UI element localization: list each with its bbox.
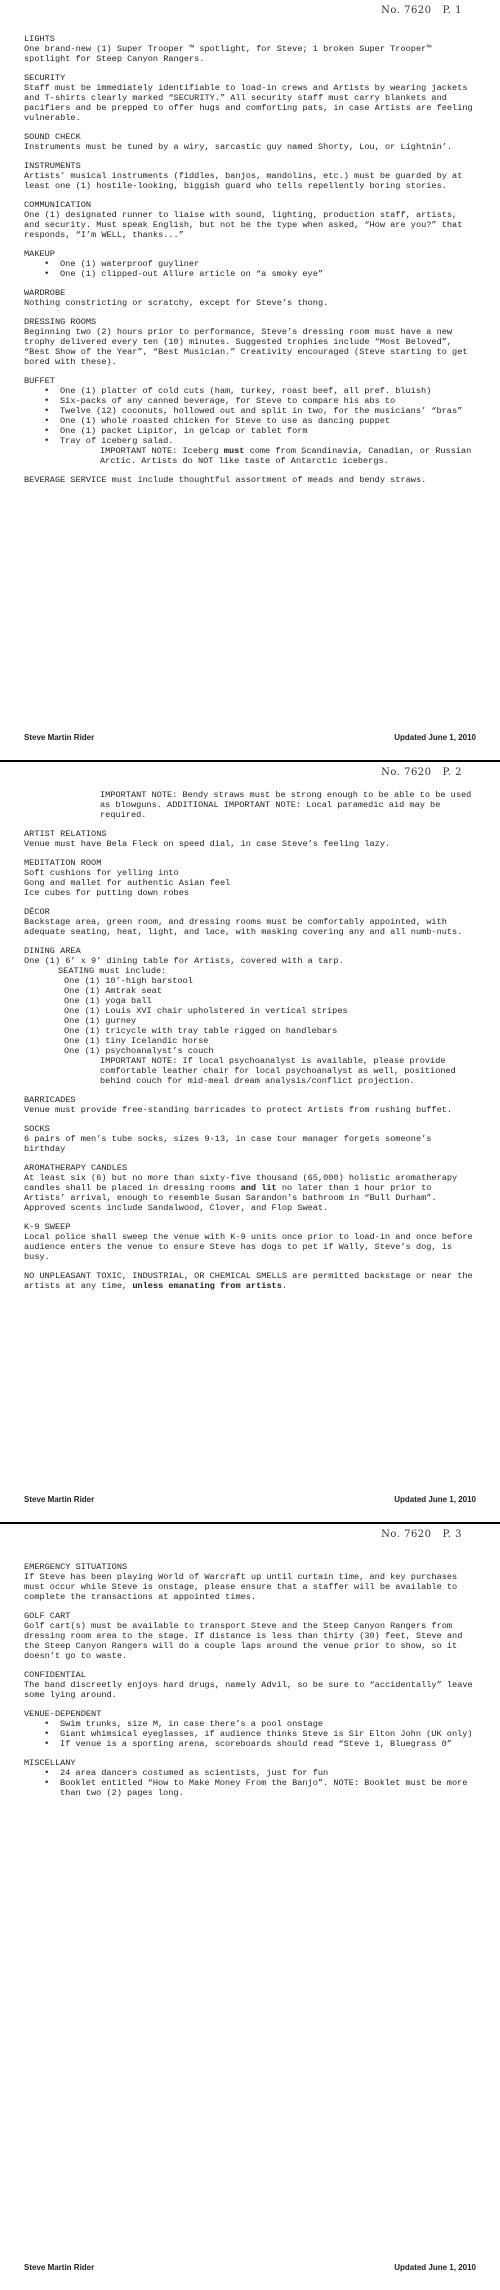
section-heading: BUFFET [24,376,55,386]
page-content [24,790,476,1300]
footer-title: Steve Martin Rider [24,1495,95,1504]
section-artist-relations [24,829,476,849]
section-text: Backstage area, green room, and dressing rooms must be comfortably appointed, with adequate seating, heat, light, and lace, with masking covering any and all numb-nuts. [24,917,463,937]
page-stamp: No. 7620 P. 1 [381,5,462,16]
section-barricades [24,1095,476,1115]
footer-title: Steve Martin Rider [24,733,95,742]
footer-title: Steve Martin Rider [24,2263,95,2272]
section-venue-dependent [24,1709,476,1749]
list-item: One (1) Amtrak seat [64,986,162,996]
section-text: One brand-new (1) Super Trooper ™ spotlight, for Steve; 1 broken Super Trooper™ spotlight for Steep Canyon Rangers. [24,44,432,64]
section-heading: K-9 SWEEP [24,1222,71,1232]
list-item: • One (1) waterproof guyliner [44,259,476,269]
list-item: One (1) tiny Icelandic horse [64,1036,209,1046]
page-stamp: No. 7620 P. 2 [381,767,462,778]
section-instruments [24,161,476,191]
important-note: IMPORTANT NOTE: Bendy straws must be strong enough to be able to be used as blowguns. ADDITIONAL IMPORTANT NOTE: Local paramedic aid may be required. [100,790,472,820]
important-note: IMPORTANT NOTE: If local psychoanalyst is available, please provide comfortable leather chair for local psychoanalyst as well, positioned behind couch for mid-meal dream analysis/conflict projection. [100,1056,456,1086]
section-text: Beginning two (2) hours prior to performance, Steve’s dressing room must have a new trophy delivered every ten (10) minutes. Suggested trophies include “Most Beloved”, “Best Show of the Year”, “Best Musician.” Creativity encouraged (Steve starting to get bored with these). [24,327,468,367]
section-heading: DÉCOR [24,907,50,917]
section-confidential [24,1670,476,1700]
list-item: • Tray of iceberg salad. [44,436,476,446]
list-item: • Twelve (12) coconuts, hollowed out and split in two, for the musicians’ “bras” [44,406,476,416]
list-item: • 24 area dancers costumed as scientists, just for fun [44,1768,476,1778]
section-aromatherapy-candles [24,1163,476,1213]
list-item: • One (1) platter of cold cuts (ham, turkey, roast beef, all pref. bluish) [44,386,476,396]
section-text: Venue must have Bela Fleck on speed dial, in case Steve’s feeling lazy. [24,839,391,849]
important-note: IMPORTANT NOTE: Iceberg must come from Scandinavia, Canadian, or Russian Arctic. Artists do NOT like taste of Antarctic icebergs. [100,446,472,466]
bullet-list [24,259,476,279]
list-item: One (1) Louis XVI chair upholstered in vertical stripes [64,1006,348,1016]
section-text: Local police shall sweep the venue with K-9 units once prior to load-in and once before audience enters the venue to ensure Steve has dogs to pet if Wally, Steve’s dog, is busy. [24,1232,473,1262]
section-security [24,73,476,123]
section-text: If Steve has been playing World of Warcraft up until curtain time, and key purchases must occur while Steve is onstage, please ensure that a staffer will be available to complete the transactions at appointed times. [24,1572,458,1602]
list-item: One (1) tricycle with tray table rigged on handlebars [64,1026,338,1036]
list-item: • One (1) packet Lipitor, in gelcap or tablet form [44,426,476,436]
page-footer [24,1495,476,1504]
section-line: Soft cushions for yelling into [24,868,179,878]
section-heading: WARDROBE [24,288,66,298]
section-heading: MAKEUP [24,249,55,259]
section-dressing-rooms [24,317,476,367]
section-decor [24,907,476,937]
list-item: One (1) 10’-high barstool [64,976,193,986]
section-meditation-room [24,858,476,898]
section-heading: VENUE-DEPENDENT [24,1709,102,1719]
section-dining-area [24,946,476,1086]
section-text: BEVERAGE SERVICE must include thoughtful assortment of meads and bendy straws. [24,475,427,485]
section-text: Venue must provide free-standing barricades to protect Artists from rushing buffet. [24,1105,453,1115]
section-heading: SOCKS [24,1124,50,1134]
section-text: At least six (6) but no more than sixty-five thousand (65,000) holistic aromatherapy candles shall be placed in dressing rooms and lit no later than 1 hour prior to Artists’ arrival, enough to resemble Susan Sarandon’s bathroom in “Bull Durham”. Approved scents include Sandalwood, Clover, and Flop Sweat. [24,1173,458,1213]
list-item: One (1) psychoanalyst’s couch [64,1046,214,1056]
list-item: One (1) yoga ball [64,996,152,1006]
footer-date: Updated June 1, 2010 [394,1495,476,1504]
section-text: One (1) 6’ x 9’ dining table for Artists, covered with a tarp. [24,956,344,966]
section-text: 6 pairs of men’s tube socks, sizes 9-13, in case tour manager forgets someone’s birthday [24,1134,432,1154]
section-heading: SOUND CHECK [24,132,81,142]
section-heading: MISCELLANY [24,1758,76,1768]
page-content [24,34,476,494]
page-footer [24,733,476,742]
list-item: • Six-packs of any canned beverage, for Steve to compare his abs to [44,396,476,406]
section-text: Instruments must be tuned by a wiry, sarcastic guy named Shorty, Lou, or Lightnin’. [24,142,453,152]
section-heading: MEDITATION ROOM [24,858,102,868]
seating-intro: SEATING must include: [58,966,167,976]
page-stamp: No. 7620 P. 3 [381,1529,462,1540]
section-heading: CONFIDENTIAL [24,1670,86,1680]
section-emergency [24,1562,476,1602]
section-makeup [24,249,476,279]
footer-date: Updated June 1, 2010 [394,733,476,742]
section-heading: COMMUNICATION [24,200,92,210]
seating-list [24,976,476,1056]
section-smells [24,1271,476,1291]
section-heading: DRESSING ROOMS [24,317,97,327]
section-heading: ARTIST RELATIONS [24,829,107,839]
section-text: Artists’ musical instruments (fiddles, banjos, mandolins, etc.) must be guarded by at least one (1) hostile-looking, biggish guard who tells repellently boring stories. [24,171,463,191]
list-item: • Booklet entitled “How to Make Money From the Banjo”. NOTE: Booklet must be more than two (2) pages long. [44,1778,476,1798]
section-miscellany [24,1758,476,1798]
section-heading: AROMATHERAPY CANDLES [24,1163,128,1173]
section-text: Staff must be immediately identifiable to load-in crews and Artists by wearing jackets and T-shirts clearly marked “SECURITY.” All security staff must carry blankets and pacifiers and be prepped to offer hugs and comforting pats, in case Artists are feeling vulnerable. [24,83,473,123]
section-golf-cart [24,1611,476,1661]
section-heading: INSTRUMENTS [24,161,81,171]
section-heading: GOLF CART [24,1611,71,1621]
section-beverage-service [24,475,476,485]
section-heading: SECURITY [24,73,66,83]
section-text: Golf cart(s) must be available to transport Steve and the Steep Canyon Rangers from dressing room area to the stage. If distance is less than thirty (30) feet, Steve and the Steep Canyon Rangers will do a couple laps around the venue prior to show, so it doesn’t go to waste. [24,1621,463,1661]
section-buffet [24,376,476,466]
page-footer [24,2263,476,2272]
section-line: Ice cubes for putting down robes [24,888,190,898]
section-k9-sweep [24,1222,476,1262]
section-text: The band discreetly enjoys hard drugs, namely Advil, so be sure to “accidentally” leave some lying around. [24,1680,473,1700]
list-item: • Giant whimsical eyeglasses, if audience thinks Steve is Sir Elton John (UK only) [44,1729,476,1739]
section-text: One (1) designated runner to liaise with sound, lighting, production staff, artists, and security. Must speak English, but not be the type when asked, “How are you?” that responds, “I’m WELL, thanks...” [24,210,463,240]
section-line: Gong and mallet for authentic Asian feel [24,878,231,888]
list-item: One (1) gurney [64,1016,137,1026]
page-content [24,1562,476,1807]
section-socks [24,1124,476,1154]
list-item: • One (1) clipped-out Allure article on “a smoky eye” [44,269,476,279]
footer-date: Updated June 1, 2010 [394,2263,476,2272]
section-heading: EMERGENCY SITUATIONS [24,1562,128,1572]
list-item: • If venue is a sporting arena, scoreboards should read “Steve 1, Bluegrass 0” [44,1739,476,1749]
section-wardrobe [24,288,476,308]
rider-page-2 [0,762,500,1522]
section-text: NO UNPLEASANT TOXIC, INDUSTRIAL, OR CHEMICAL SMELLS are permitted backstage or near the artists at any time, unless emanating from artists. [24,1271,473,1291]
list-item: • Swim trunks, size M, in case there’s a pool onstage [44,1719,476,1729]
section-heading: LIGHTS [24,34,55,44]
rider-page-1 [0,0,500,760]
bullet-list [24,1719,476,1749]
rider-page-3 [0,1524,500,2290]
section-lights [24,34,476,64]
section-communication [24,200,476,240]
section-heading: DINING AREA [24,946,81,956]
section-heading: BARRICADES [24,1095,76,1105]
section-text: Nothing constricting or scratchy, except for Steve’s thong. [24,298,329,308]
section-sound-check [24,132,476,152]
bullet-list [24,1768,476,1798]
bullet-list [24,386,476,446]
list-item: • One (1) whole roasted chicken for Steve to use as dancing puppet [44,416,476,426]
